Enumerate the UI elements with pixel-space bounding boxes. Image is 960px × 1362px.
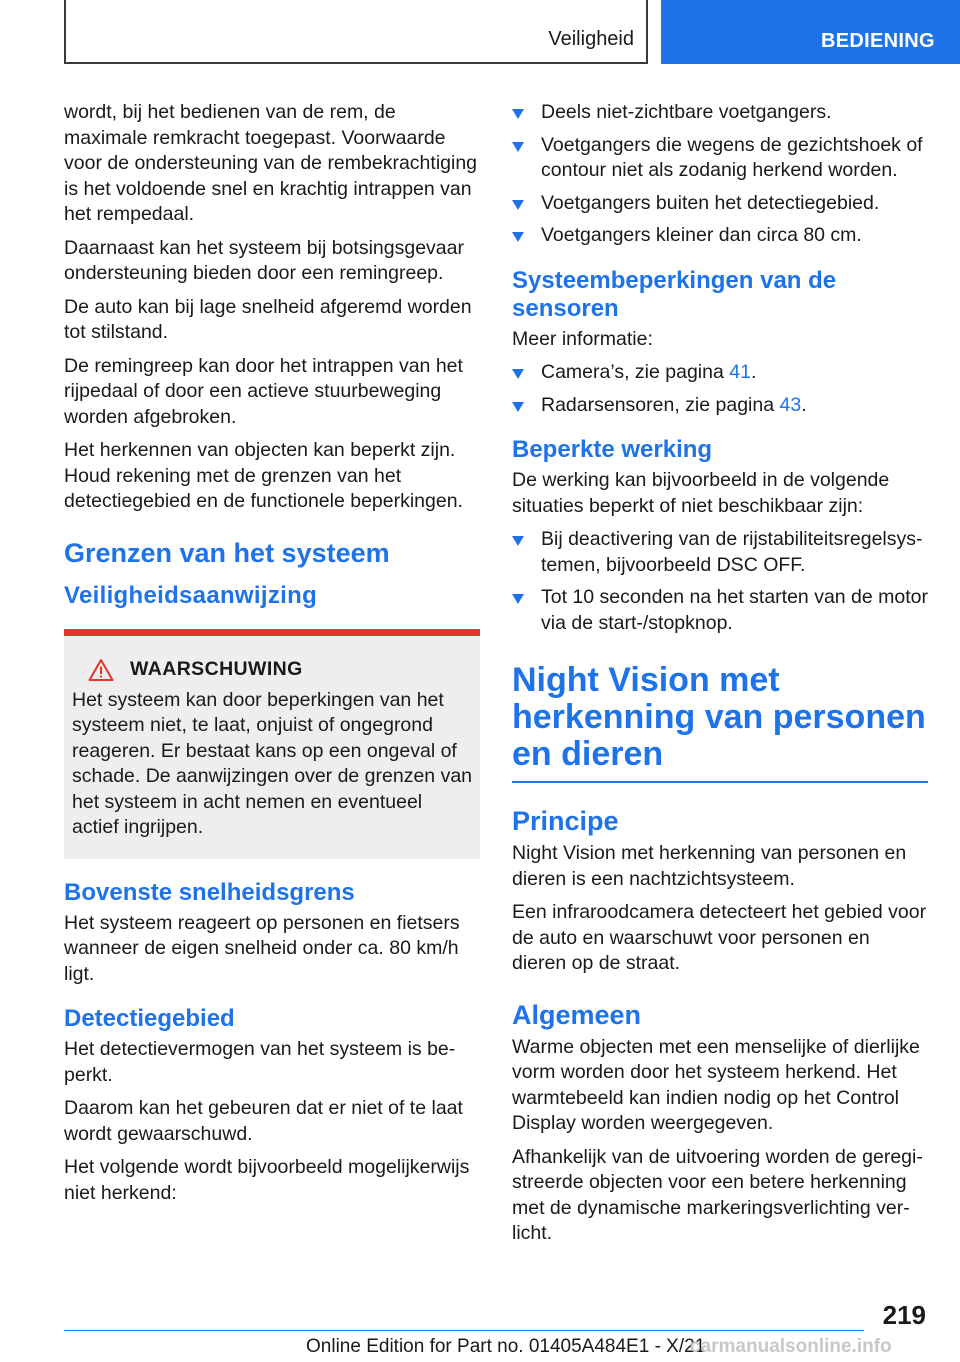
paragraph: Warme objecten met een menselijke of dierlijke vorm worden door het systeem herkend. Het warmtebeeld kan indien nodig op het Control Display worden weergegeven. <box>512 1035 920 1134</box>
heading-night-vision: Night Vision met herkenning van personen en dieren <box>512 662 928 783</box>
list-item: Bij deactivering van de rijstabiliteitsregelsystemen, bijvoorbeeld DSC OFF. <box>512 527 928 578</box>
paragraph: De werking kan bijvoorbeeld in de volgende situaties beperkt of niet beschikbaar zijn: <box>512 469 890 517</box>
footer-edition: Online Edition for Part no. 01405A484E1 - X/21 <box>306 1336 706 1357</box>
list-not-detected <box>512 100 928 249</box>
list-item: Camera’s, zie pagina 41. <box>512 360 928 386</box>
triangle-bullet-icon <box>512 402 524 412</box>
triangle-bullet-icon <box>512 369 524 379</box>
list-item: Tot 10 seconden na het starten van de motor via de start-/stopknop. <box>512 585 928 636</box>
paragraph: Een infraroodcamera detecteert het gebied voor de auto en waarschuwt voor personen en dieren op de straat. <box>512 901 927 974</box>
paragraph: De remingreep kan door het intrappen van het rijpedaal of door een actieve stuurbeweging worden afgebroken. <box>64 354 463 428</box>
paragraph: De auto kan bij lage snelheid afgeremd worden tot stilstand. <box>64 295 472 343</box>
paragraph: Het detectievermogen van het systeem is beperkt. <box>64 1038 456 1086</box>
list-item: Radarsensoren, zie pagina 43. <box>512 393 928 419</box>
paragraph: Meer informatie: <box>512 327 653 350</box>
page-link-41[interactable]: 41 <box>729 361 751 383</box>
triangle-bullet-icon <box>512 536 524 546</box>
paragraph: Het herkennen van objecten kan beperkt zijn. Houd rekening met de grenzen van het detectiegebied en de functionele beperkingen. <box>64 439 463 512</box>
heading-system-limits: Grenzen van het systeem <box>64 537 390 568</box>
paragraph: Daarom kan het gebeuren dat er niet of te laat wordt gewaarschuwd. <box>64 1097 463 1145</box>
heading-principle: Principe <box>512 806 619 836</box>
list-limited <box>512 527 928 636</box>
list-item: Deels niet-zichtbare voetgangers. <box>512 100 928 126</box>
paragraph: Daarnaast kan het systeem bij botsingsgevaar ondersteuning bieden door een remingreep. <box>64 236 464 284</box>
warning-title: WAARSCHUWING <box>130 658 303 680</box>
warning-header <box>72 658 472 682</box>
triangle-bullet-icon <box>512 109 524 119</box>
list-more-info <box>512 360 928 418</box>
header-chapter-tab[interactable]: BEDIENING <box>661 0 960 64</box>
page-link-43[interactable]: 43 <box>779 393 802 416</box>
header-section-title: Veiligheid <box>548 28 634 50</box>
heading-limited-function: Beperkte werking <box>512 436 713 463</box>
triangle-bullet-icon <box>512 200 524 210</box>
right-column <box>512 100 928 1255</box>
heading-detection-area: Detectiegebied <box>64 1005 235 1032</box>
heading-general: Algemeen <box>512 999 642 1030</box>
paragraph: wordt, bij het bedienen van de rem, de maximale remkracht toegepast. Voorwaarde voor de ondersteuning van de rembekrachtiging is het voldoende snel en krachtig intrappen van het rempedaal. <box>64 101 478 225</box>
triangle-bullet-icon <box>512 142 524 152</box>
heading-upper-speed-limit: Bovenste snelheidsgrens <box>64 878 355 906</box>
triangle-bullet-icon <box>512 232 524 242</box>
paragraph: Het volgende wordt bijvoorbeeld mogelijkerwijs niet herkend: <box>64 1156 470 1204</box>
footer-divider <box>64 1330 864 1331</box>
heading-safety-notice: Veiligheidsaanwijzing <box>64 581 318 609</box>
paragraph: Night Vision met herkenning van personen en dieren is een nachtzichtsysteem. <box>512 842 907 890</box>
left-column <box>64 100 480 1214</box>
paragraph: Afhankelijk van de uitvoering worden de geregistreerde objecten voor een betere herkenning met de dynamische markeringsverlichting verlicht. <box>512 1145 923 1244</box>
warning-box <box>64 629 480 859</box>
page-number: 219 <box>882 1300 926 1330</box>
warning-triangle-icon <box>88 658 114 682</box>
paragraph: Het systeem reageert op personen en fietsers wanneer de eigen snelheid onder ca. 80 km/h ligt. <box>64 911 460 985</box>
list-item: Voetgangers die wegens de gezichtshoek of contour niet als zodanig herkend worden. <box>512 133 928 184</box>
list-item: Voetgangers kleiner dan circa 80 cm. <box>512 223 928 249</box>
heading-sensor-limits: Systeembeperkingen van de sensoren <box>512 266 837 322</box>
watermark: carmanualsonline.info <box>690 1336 892 1357</box>
warning-text: Het systeem kan door beperkingen van het systeem niet, te laat, onjuist of ongegrond reageren. Er bestaat kans op een ongeval of schade. De aanwijzingen over de grenzen van het systeem in acht nemen en eventueel actief ingrijpen. <box>72 688 473 838</box>
triangle-bullet-icon <box>512 594 524 604</box>
list-item: Voetgangers buiten het detectiegebied. <box>512 191 928 217</box>
